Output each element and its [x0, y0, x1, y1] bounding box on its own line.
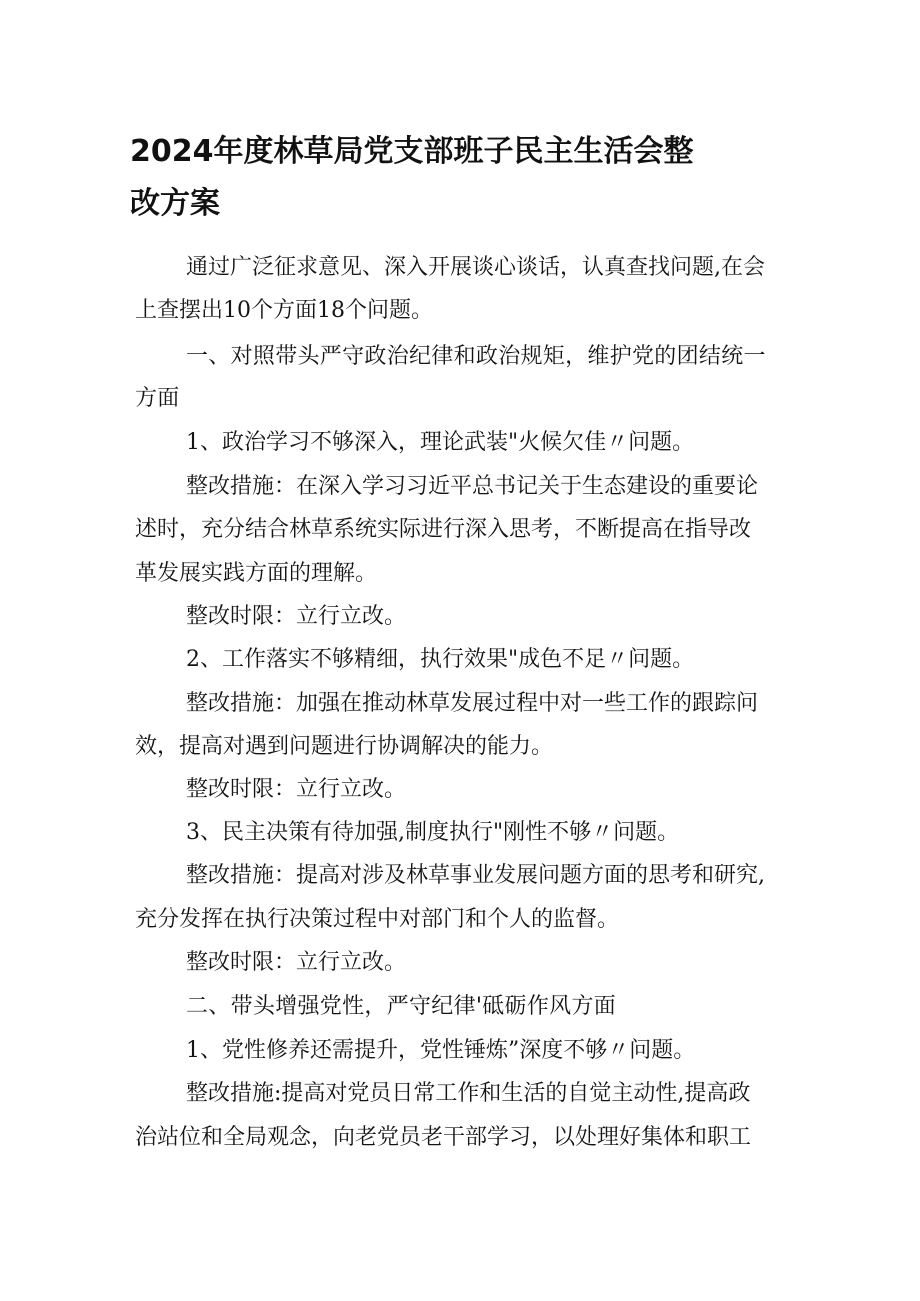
section-2-item-1-measure-line-2: 治站位和全局观念，向老党员老干部学习，以处理好集体和职工: [135, 1125, 752, 1150]
intro-line-1: 通过广泛征求意见、深入开展谈心谈话，认真查找问题,在会: [186, 255, 765, 280]
document-title-line-2: 改方案: [130, 186, 220, 221]
section-1-item-1-problem: 1、政治学习不够深入，理论武装"火候欠佳〃问题。: [186, 430, 695, 455]
section-1-item-2-problem: 2、工作落实不够精细，执行效果"成色不足〃问题。: [186, 647, 695, 672]
section-1-item-3-measure-line-1: 整改措施：提高对涉及林草事业发展问题方面的思考和研究,: [186, 863, 765, 888]
section-1-item-3-measure-line-2: 充分发挥在执行决策过程中对部门和个人的监督。: [135, 907, 620, 932]
section-2-item-1-measure-line-1: 整改措施:提高对党员日常工作和生活的自觉主动性,提高政: [186, 1081, 751, 1106]
section-1-heading-line-2: 方面: [135, 386, 180, 411]
section-1-item-2-measure-line-1: 整改措施：加强在推动林草发展过程中对一些工作的跟踪问: [186, 691, 759, 716]
section-1-item-1-measure-line-3: 革发展实践方面的理解。: [135, 561, 378, 586]
section-1-item-2-deadline: 整改时限：立行立改。: [186, 777, 407, 802]
document-title-line-1: 2024年度林草局党支部班子民主生活会整: [130, 134, 694, 169]
section-1-item-1-measure-line-1: 整改措施：在深入学习习近平总书记关于生态建设的重要论: [186, 474, 759, 499]
section-1-item-1-deadline: 整改时限：立行立改。: [186, 604, 407, 629]
section-1-item-1-measure-line-2: 述时，充分结合林草系统实际进行深入思考，不断提高在指导改: [135, 517, 752, 542]
section-1-item-3-problem: 3、民主决策有待加强,制度执行"刚性不够〃问题。: [186, 820, 680, 845]
section-1-heading-line-1: 一、对照带头严守政治纪律和政治规矩，维护党的团结统一: [186, 344, 766, 369]
section-2-heading: 二、带头增强党性，严守纪律'砥砺作风方面: [186, 994, 617, 1019]
section-1-item-3-deadline: 整改时限：立行立改。: [186, 950, 407, 975]
intro-line-2: 上查摆出10个方面18个问题。: [135, 298, 433, 323]
section-2-item-1-problem: 1、党性修养还需提升，党性锤炼”深度不够〃问题。: [186, 1038, 696, 1063]
section-1-item-2-measure-line-2: 效，提高对遇到问题进行协调解决的能力。: [135, 734, 554, 759]
